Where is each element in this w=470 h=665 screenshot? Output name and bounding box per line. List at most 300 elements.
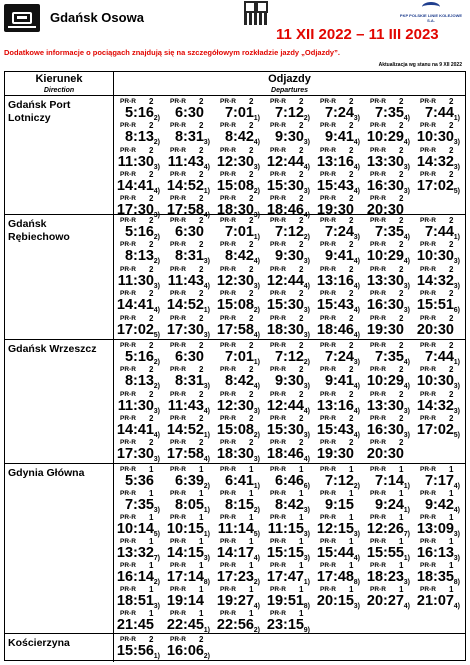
train-category: PR-R xyxy=(270,314,286,322)
footnote-mark: 4) xyxy=(253,603,260,610)
train-category: PR-R xyxy=(220,217,236,224)
train-category: PR-R xyxy=(170,562,186,569)
departure-time: 5:36 xyxy=(124,473,154,489)
departure-time: 16:06 xyxy=(166,643,204,659)
departure-time: 6:30 xyxy=(174,105,204,121)
departure-time: 6:30 xyxy=(174,349,204,365)
departure-time: 15:30 xyxy=(266,177,304,194)
footnote-mark: 3) xyxy=(453,383,460,391)
train-category: PR-R xyxy=(320,342,336,349)
footnote-mark: 4) xyxy=(203,163,210,171)
platform-number: 2 xyxy=(399,365,404,375)
footnote-mark: 3) xyxy=(253,407,260,415)
departure-time: 10:29 xyxy=(366,129,404,146)
departure-time: 11:14 xyxy=(217,521,254,537)
footnote-mark: 1) xyxy=(203,627,210,634)
platform-number: 2 xyxy=(249,240,254,250)
departure-time: 14:32 xyxy=(416,397,454,414)
train-category: PR-R xyxy=(170,414,186,422)
train-category: PR-R xyxy=(270,586,286,593)
footnote-mark: 9) xyxy=(303,627,310,634)
train-category: PR-R xyxy=(120,562,136,569)
train-category: PR-R xyxy=(220,514,236,521)
platform-number: 2 xyxy=(399,121,404,131)
departure-time: 12:26 xyxy=(366,521,404,537)
departure-time: 5:16 xyxy=(124,349,154,365)
departure-time: 12:15 xyxy=(316,521,354,537)
train-category: PR-R xyxy=(120,290,136,298)
train-category: PR-R xyxy=(320,390,336,398)
footnote-mark: 4) xyxy=(453,603,460,610)
footnote-mark: 8) xyxy=(353,579,360,586)
footnote-mark: 5) xyxy=(153,531,160,538)
platform-number: 1 xyxy=(349,513,354,522)
departure-time: 8:31 xyxy=(174,129,204,146)
platform-number: 2 xyxy=(299,240,304,250)
departure-time: 6:41 xyxy=(224,473,254,489)
departure-time: 9:30 xyxy=(274,373,304,390)
departure-cell xyxy=(364,586,414,616)
train-category: PR-R xyxy=(420,290,436,298)
platform-number: 2 xyxy=(299,145,304,155)
platform-number: 2 xyxy=(449,97,454,106)
train-category: PR-R xyxy=(270,562,286,569)
direction-label: Kierunek xyxy=(35,73,83,85)
footnote-mark: 2) xyxy=(153,383,160,391)
platform-number: 1 xyxy=(149,489,154,498)
footnote-mark: 1) xyxy=(253,115,260,122)
footnote-mark: 4) xyxy=(253,383,260,391)
platform-number: 2 xyxy=(149,194,154,204)
train-category: PR-R xyxy=(170,390,186,398)
footnote-mark: 1) xyxy=(453,359,460,366)
departure-time: 6:46 xyxy=(274,473,304,489)
footnote-mark: 4) xyxy=(353,258,360,266)
footnote-mark: 3) xyxy=(353,603,360,610)
train-category: PR-R xyxy=(120,265,136,273)
train-category: PR-R xyxy=(370,439,386,447)
footnote-mark: 4) xyxy=(453,483,460,490)
footnote-mark: 3) xyxy=(303,531,310,538)
departure-time: 19:51 xyxy=(266,593,304,609)
departure-time: 12:44 xyxy=(266,397,304,414)
train-category: PR-R xyxy=(320,366,336,374)
platform-number: 2 xyxy=(299,216,304,225)
footnote-mark: 3) xyxy=(303,331,310,339)
departure-time: 7:35 xyxy=(124,497,154,513)
train-category: PR-R xyxy=(320,538,336,545)
platform-number: 2 xyxy=(349,413,354,423)
train-category: PR-R xyxy=(370,466,386,473)
departure-time: 17:02 xyxy=(416,421,454,438)
footnote-mark: 4) xyxy=(353,383,360,391)
footnote-mark: 3) xyxy=(203,383,210,391)
departure-time: 6:39 xyxy=(174,473,204,489)
footnote-mark: 3) xyxy=(303,383,310,391)
departure-time: 23:15 xyxy=(266,617,304,633)
train-category: PR-R xyxy=(120,610,136,617)
footnote-mark: 5) xyxy=(453,187,460,195)
footnote-mark: 8) xyxy=(453,579,460,586)
footnote-mark: 4) xyxy=(253,331,260,339)
platform-number: 1 xyxy=(199,489,204,498)
departure-time: 19:30 xyxy=(366,321,404,338)
footnote-mark: 3) xyxy=(403,407,410,415)
footnote-mark: 3) xyxy=(403,431,410,439)
platform-number: 2 xyxy=(299,264,304,274)
footnote-mark: 3) xyxy=(203,331,210,339)
platform-number: 2 xyxy=(449,240,454,250)
platform-number: 1 xyxy=(349,537,354,546)
platform-number: 1 xyxy=(149,465,154,474)
train-category: PR-R xyxy=(170,146,186,154)
destination-section xyxy=(5,215,465,340)
train-category: PR-R xyxy=(320,466,336,473)
platform-number: 2 xyxy=(399,240,404,250)
platform-number: 1 xyxy=(199,585,204,594)
footnote-mark: 1) xyxy=(153,653,160,660)
train-category: PR-R xyxy=(370,195,386,203)
train-category: PR-R xyxy=(220,466,236,473)
validity-period: 11 XII 2022 – 11 III 2023 xyxy=(276,26,439,43)
destination-section xyxy=(5,634,465,662)
footnote-mark: 3) xyxy=(353,234,360,241)
train-category: PR-R xyxy=(420,122,436,130)
train-category: PR-R xyxy=(270,217,286,224)
departure-cell xyxy=(414,586,464,616)
platform-number: 2 xyxy=(149,341,154,350)
train-category: PR-R xyxy=(420,98,436,105)
departure-time: 15:44 xyxy=(316,545,354,561)
platform-number: 2 xyxy=(199,389,204,399)
footnote-mark: 2) xyxy=(303,359,310,366)
departures-label: Odjazdy xyxy=(268,73,311,85)
platform-number: 2 xyxy=(249,97,254,106)
footnote-mark: 4) xyxy=(253,555,260,562)
footnote-mark: 4) xyxy=(353,431,360,439)
footnote-mark: 4) xyxy=(353,282,360,290)
departure-time: 16:30 xyxy=(366,177,404,194)
platform-number: 2 xyxy=(349,145,354,155)
train-category: PR-R xyxy=(120,122,136,130)
footnote-mark: 4) xyxy=(353,163,360,171)
timetable xyxy=(4,71,466,661)
train-category: PR-R xyxy=(220,98,236,105)
train-category: PR-R xyxy=(120,146,136,154)
train-category: PR-R xyxy=(120,342,136,349)
train-category: PR-R xyxy=(320,562,336,569)
departure-time: 9:41 xyxy=(324,373,354,390)
departure-time: 17:02 xyxy=(416,177,454,194)
footnote-mark: 2) xyxy=(153,359,160,366)
train-category: PR-R xyxy=(420,217,436,224)
train-category: PR-R xyxy=(420,241,436,249)
train-category: PR-R xyxy=(170,439,186,447)
train-category: PR-R xyxy=(270,414,286,422)
departure-time: 8:05 xyxy=(174,497,204,513)
footnote-mark: 3) xyxy=(253,456,260,464)
footnote-mark: 2) xyxy=(153,115,160,122)
departure-time: 17:58 xyxy=(216,321,254,338)
platform-number: 2 xyxy=(199,97,204,106)
departure-time: 9:41 xyxy=(324,129,354,146)
footnote-mark: 3) xyxy=(253,163,260,171)
departure-time: 19:27 xyxy=(216,593,254,609)
train-category: PR-R xyxy=(170,586,186,593)
footnote-mark: 1) xyxy=(403,555,410,562)
footnote-mark: 2) xyxy=(253,431,260,439)
departure-time: 9:15 xyxy=(324,497,354,513)
footnote-mark: 3) xyxy=(203,139,210,147)
platform-number: 2 xyxy=(399,169,404,179)
platform-number: 1 xyxy=(249,489,254,498)
train-category: PR-R xyxy=(220,366,236,374)
departure-time: 18:30 xyxy=(216,202,254,219)
departure-time: 7:01 xyxy=(224,224,254,240)
platform-number: 2 xyxy=(299,341,304,350)
departure-time: 7:01 xyxy=(224,105,254,121)
qr-code-icon[interactable] xyxy=(244,1,268,25)
footnote-mark: 1) xyxy=(203,187,210,195)
departure-time: 13:16 xyxy=(316,153,354,170)
train-category: PR-R xyxy=(220,122,236,130)
train-category: PR-R xyxy=(420,586,436,593)
departures-sublabel: Departures xyxy=(271,87,308,94)
platform-number: 2 xyxy=(399,264,404,274)
platform-number: 2 xyxy=(349,240,354,250)
train-category: PR-R xyxy=(220,390,236,398)
platform-number: 1 xyxy=(199,513,204,522)
footnote-mark: 3) xyxy=(453,555,460,562)
footnote-mark: 1) xyxy=(253,483,260,490)
footnote-mark: 4) xyxy=(403,258,410,266)
train-category: PR-R xyxy=(220,265,236,273)
platform-number: 1 xyxy=(299,537,304,546)
departure-time: 8:31 xyxy=(174,248,204,265)
footnote-mark: 1) xyxy=(253,234,260,241)
platform-number: 2 xyxy=(449,413,454,423)
platform-number: 2 xyxy=(249,145,254,155)
train-category: PR-R xyxy=(270,170,286,178)
departure-time: 10:29 xyxy=(366,373,404,390)
platform-number: 1 xyxy=(449,489,454,498)
departure-time: 21:07 xyxy=(416,593,454,609)
train-category: PR-R xyxy=(170,241,186,249)
departure-time: 15:51 xyxy=(416,297,454,314)
departure-time: 7:12 xyxy=(324,473,354,489)
footnote-mark: 3) xyxy=(153,456,160,464)
platform-number: 2 xyxy=(249,341,254,350)
departure-time: 6:30 xyxy=(174,224,204,240)
departure-time: 12:44 xyxy=(266,153,304,170)
train-category: PR-R xyxy=(320,265,336,273)
train-category: PR-R xyxy=(120,98,136,105)
footnote-mark: 1) xyxy=(253,359,260,366)
train-category: PR-R xyxy=(270,146,286,154)
platform-number: 1 xyxy=(299,465,304,474)
platform-number: 2 xyxy=(249,264,254,274)
departure-time: 17:30 xyxy=(166,321,204,338)
departure-time: 11:43 xyxy=(167,397,204,414)
footnote-mark: 2) xyxy=(153,579,160,586)
departure-time: 14:32 xyxy=(416,272,454,289)
platform-number: 2 xyxy=(149,313,154,323)
footnote-mark: 4) xyxy=(303,282,310,290)
platform-number: 2 xyxy=(149,365,154,375)
train-category: PR-R xyxy=(170,170,186,178)
platform-number: 2 xyxy=(449,216,454,225)
platform-number: 1 xyxy=(299,513,304,522)
footnote-mark: 4) xyxy=(203,456,210,464)
platform-number: 2 xyxy=(299,389,304,399)
footnote-mark: 4) xyxy=(403,603,410,610)
train-category: PR-R xyxy=(120,538,136,545)
departure-time: 10:29 xyxy=(366,248,404,265)
departure-time: 7:12 xyxy=(274,105,304,121)
train-category: PR-R xyxy=(370,98,386,105)
train-category: PR-R xyxy=(270,241,286,249)
departure-time: 7:12 xyxy=(274,349,304,365)
footnote-mark: 2) xyxy=(253,187,260,195)
platform-number: 2 xyxy=(449,121,454,131)
departure-time: 17:48 xyxy=(316,569,354,585)
platform-number: 2 xyxy=(299,194,304,204)
departure-time: 17:58 xyxy=(166,446,204,463)
departure-time: 16:30 xyxy=(366,421,404,438)
train-category: PR-R xyxy=(220,195,236,203)
platform-number: 1 xyxy=(149,561,154,570)
footnote-mark: 1) xyxy=(203,307,210,315)
departure-time: 18:46 xyxy=(266,202,304,219)
platform-number: 2 xyxy=(349,194,354,204)
footnote-mark: 3) xyxy=(453,163,460,171)
departure-time: 15:15 xyxy=(266,545,304,561)
footnote-mark: 4) xyxy=(153,431,160,439)
footnote-mark: 3) xyxy=(453,258,460,266)
departure-time: 13:32 xyxy=(116,545,154,561)
train-category: PR-R xyxy=(320,586,336,593)
departure-time: 15:55 xyxy=(366,545,404,561)
destination-section xyxy=(5,464,465,634)
train-category: PR-R xyxy=(220,170,236,178)
train-category: PR-R xyxy=(120,217,136,224)
footnote-mark: 3) xyxy=(303,555,310,562)
departure-cell xyxy=(114,636,164,665)
train-category: PR-R xyxy=(220,562,236,569)
direction-header xyxy=(5,72,114,96)
platform-number: 2 xyxy=(249,389,254,399)
platform-number: 2 xyxy=(349,289,354,299)
departure-time: 22:45 xyxy=(166,617,204,633)
train-category: PR-R xyxy=(320,146,336,154)
train-category: PR-R xyxy=(270,610,286,617)
footnote-mark: 1) xyxy=(203,507,210,514)
train-category: PR-R xyxy=(420,314,436,322)
footnote-mark: 4) xyxy=(453,507,460,514)
footnote-mark: 7) xyxy=(403,531,410,538)
train-category: PR-R xyxy=(120,414,136,422)
platform-number: 2 xyxy=(199,216,204,225)
departure-time: 7:44 xyxy=(424,224,454,240)
platform-number: 1 xyxy=(249,465,254,474)
footnote-mark: 3) xyxy=(453,531,460,538)
departure-time: 17:30 xyxy=(116,446,154,463)
train-category: PR-R xyxy=(120,490,136,497)
train-category: PR-R xyxy=(320,439,336,447)
departure-time: 20:27 xyxy=(366,593,404,609)
footnote-mark: 4) xyxy=(203,407,210,415)
departure-time: 19:30 xyxy=(316,202,354,219)
train-category: PR-R xyxy=(370,314,386,322)
platform-number: 2 xyxy=(149,289,154,299)
departure-time: 15:30 xyxy=(266,297,304,314)
train-category: PR-R xyxy=(370,217,386,224)
departure-time: 7:14 xyxy=(374,473,404,489)
departure-time: 7:35 xyxy=(374,349,404,365)
footnote-mark: 4) xyxy=(403,115,410,122)
train-category: PR-R xyxy=(420,514,436,521)
departure-time: 10:15 xyxy=(166,521,204,537)
footnote-mark: 3) xyxy=(153,507,160,514)
platform-number: 1 xyxy=(449,465,454,474)
platform-number: 2 xyxy=(149,438,154,448)
platform-number: 2 xyxy=(199,341,204,350)
train-category: PR-R xyxy=(120,241,136,249)
departure-time: 16:14 xyxy=(116,569,154,585)
departure-time: 9:24 xyxy=(374,497,404,513)
platform-number: 2 xyxy=(399,289,404,299)
footnote-mark: 3) xyxy=(403,187,410,195)
platform-number: 2 xyxy=(249,169,254,179)
train-category: PR-R xyxy=(120,466,136,473)
train-category: PR-R xyxy=(170,342,186,349)
platform-number: 2 xyxy=(199,264,204,274)
platform-number: 2 xyxy=(399,341,404,350)
footnote-mark: 4) xyxy=(353,187,360,195)
destination-section xyxy=(5,340,465,464)
departure-time: 16:30 xyxy=(366,297,404,314)
departure-time: 18:46 xyxy=(266,446,304,463)
train-category: PR-R xyxy=(220,241,236,249)
platform-number: 2 xyxy=(149,240,154,250)
footnote-mark: 8) xyxy=(303,603,310,610)
platform-number: 2 xyxy=(349,169,354,179)
footnote-mark: 3) xyxy=(253,212,260,220)
train-category: PR-R xyxy=(370,390,386,398)
footnote-mark: 2) xyxy=(253,579,260,586)
train-category: PR-R xyxy=(320,217,336,224)
platform-number: 2 xyxy=(249,313,254,323)
departure-time: 18:30 xyxy=(266,321,304,338)
departure-time: 8:13 xyxy=(124,373,154,390)
departure-time: 19:30 xyxy=(316,446,354,463)
platform-number: 1 xyxy=(249,513,254,522)
train-category: PR-R xyxy=(170,514,186,521)
train-category: PR-R xyxy=(370,586,386,593)
departure-time: 15:08 xyxy=(216,421,254,438)
platform-number: 2 xyxy=(399,413,404,423)
departure-time: 7:12 xyxy=(274,224,304,240)
departure-time: 11:15 xyxy=(267,521,304,537)
departure-time: 12:30 xyxy=(216,153,254,170)
footnote-mark: 3) xyxy=(353,359,360,366)
departure-time: 18:30 xyxy=(216,446,254,463)
train-category: PR-R xyxy=(120,195,136,203)
footnote-mark: 2) xyxy=(303,234,310,241)
train-category: PR-R xyxy=(370,366,386,374)
platform-number: 2 xyxy=(349,438,354,448)
footnote-mark: 3) xyxy=(153,163,160,171)
